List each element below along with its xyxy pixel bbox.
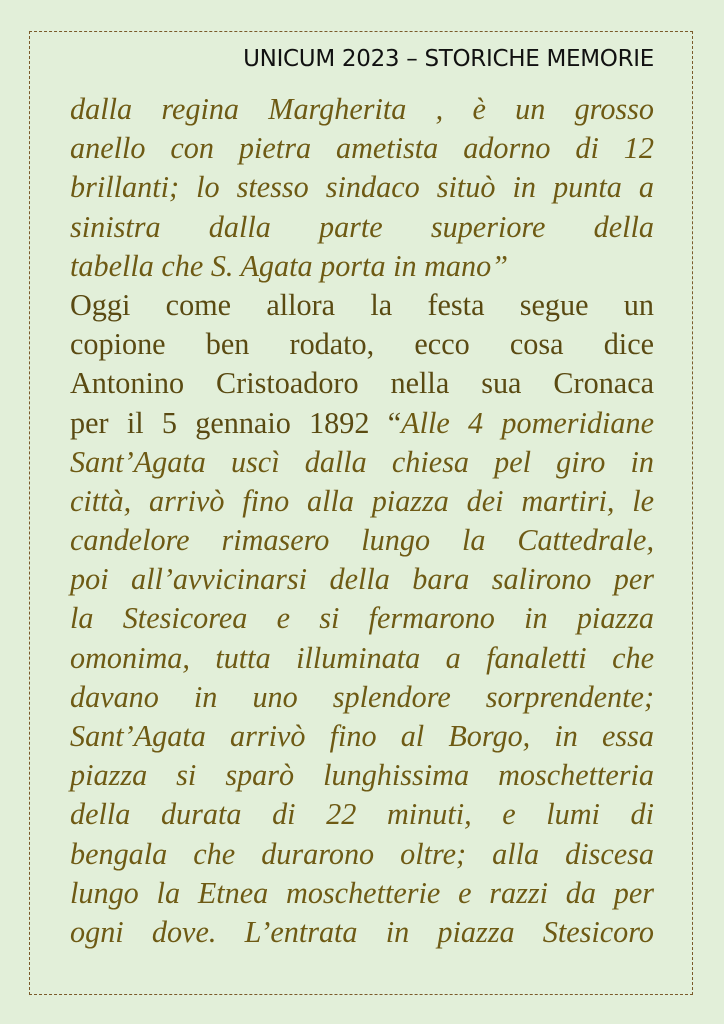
text-line: Antonino Cristoadoro nella sua Cronaca <box>70 366 654 401</box>
text-line: lungo la Etnea moschetterie e razzi da per <box>70 875 654 910</box>
text-line: candelore rimasero lungo la Cattedrale, <box>70 523 654 558</box>
text-line: anello con pietra ametista adorno di 12 <box>70 131 654 166</box>
text-line: omonima, tutta illuminata a fanaletti che <box>70 640 654 675</box>
text-line: copione ben rodato, ecco cosa dice <box>70 327 654 362</box>
body-text <box>70 90 654 952</box>
text-line: poi all’avvicinarsi della bara salirono per <box>70 562 654 597</box>
text-line: la Stesicorea e si fermarono in piazza <box>70 601 654 636</box>
text-line: dalla regina Margherita , è un grosso <box>70 92 654 126</box>
text-line: città, arrivò fino alla piazza dei martiri, le <box>70 483 654 518</box>
text-line: tabella che S. Agata porta in mano” <box>70 248 508 283</box>
text-line: brillanti; lo stesso sindaco situò in punta a <box>70 170 654 205</box>
running-header: UNICUM 2023 – STORICHE MEMORIE <box>243 46 654 72</box>
text-line: sinistra dalla parte superiore della <box>70 209 654 244</box>
text-segment-plain: per il 5 gennaio 1892 “ <box>70 405 402 440</box>
text-line: Oggi come allora la festa segue un <box>70 287 654 322</box>
text-segment-italic: Alle 4 pomeridiane <box>401 405 655 440</box>
text-line: bengala che durarono oltre; alla discesa <box>70 836 654 871</box>
text-line: ogni dove. L’entrata in piazza Stesicoro <box>70 914 654 949</box>
text-line: della durata di 22 minuti, e lumi di <box>70 797 654 832</box>
text-line: piazza si sparò lunghissima moschetteria <box>70 758 654 793</box>
text-line: Sant’Agata arrivò fino al Borgo, in essa <box>70 719 654 753</box>
text-line: davano in uno splendore sorprendente; <box>70 679 654 714</box>
text-line: Sant’Agata uscì dalla chiesa pel giro in <box>70 444 654 479</box>
text-line-mixed <box>70 404 654 443</box>
